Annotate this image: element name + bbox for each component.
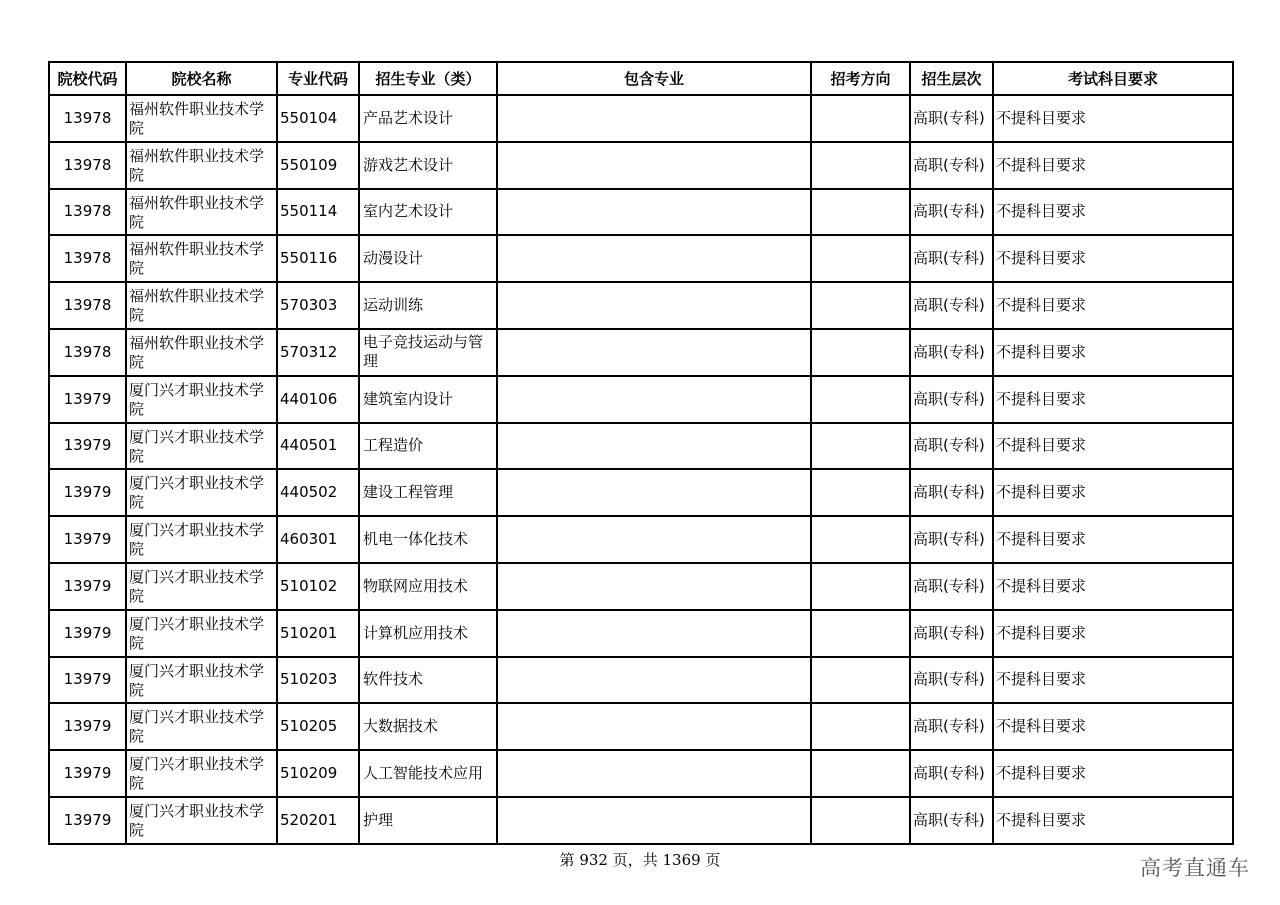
cell-included-majors xyxy=(497,516,811,563)
cell-included-majors xyxy=(497,329,811,376)
cell-direction xyxy=(811,235,910,282)
table-row xyxy=(49,563,1233,610)
cell-direction xyxy=(811,563,910,610)
cell-major-code: 460301 xyxy=(277,516,359,563)
cell-major: 室内艺术设计 xyxy=(359,189,497,236)
table-body xyxy=(49,95,1233,844)
cell-included-majors xyxy=(497,282,811,329)
cell-school-name: 福州软件职业技术学院 xyxy=(126,142,277,189)
cell-major: 物联网应用技术 xyxy=(359,563,497,610)
cell-school-code: 13979 xyxy=(49,703,126,750)
cell-included-majors xyxy=(497,469,811,516)
cell-major-code: 440106 xyxy=(277,376,359,423)
cell-requirement: 不提科目要求 xyxy=(993,703,1233,750)
cell-requirement: 不提科目要求 xyxy=(993,797,1233,844)
cell-requirement: 不提科目要求 xyxy=(993,189,1233,236)
cell-school-code: 13978 xyxy=(49,235,126,282)
cell-requirement: 不提科目要求 xyxy=(993,235,1233,282)
cell-school-code: 13979 xyxy=(49,750,126,797)
header-school-code: 院校代码 xyxy=(49,62,126,95)
cell-school-name: 厦门兴才职业技术学院 xyxy=(126,657,277,704)
cell-requirement: 不提科目要求 xyxy=(993,469,1233,516)
cell-included-majors xyxy=(497,142,811,189)
cell-included-majors xyxy=(497,797,811,844)
cell-level: 高职(专科) xyxy=(910,610,993,657)
cell-requirement: 不提科目要求 xyxy=(993,376,1233,423)
header-level: 招生层次 xyxy=(910,62,993,95)
table-row xyxy=(49,703,1233,750)
cell-major: 电子竞技运动与管理 xyxy=(359,329,497,376)
cell-major-code: 550116 xyxy=(277,235,359,282)
cell-included-majors xyxy=(497,563,811,610)
cell-school-code: 13978 xyxy=(49,189,126,236)
cell-level: 高职(专科) xyxy=(910,797,993,844)
cell-major: 工程造价 xyxy=(359,423,497,470)
cell-direction xyxy=(811,95,910,142)
cell-included-majors xyxy=(497,657,811,704)
cell-school-code: 13979 xyxy=(49,657,126,704)
header-requirement: 考试科目要求 xyxy=(993,62,1233,95)
cell-major: 大数据技术 xyxy=(359,703,497,750)
table-row xyxy=(49,423,1233,470)
cell-major-code: 440502 xyxy=(277,469,359,516)
cell-requirement: 不提科目要求 xyxy=(993,610,1233,657)
cell-requirement: 不提科目要求 xyxy=(993,142,1233,189)
cell-major-code: 510201 xyxy=(277,610,359,657)
cell-school-name: 福州软件职业技术学院 xyxy=(126,329,277,376)
cell-requirement: 不提科目要求 xyxy=(993,329,1233,376)
cell-school-name: 厦门兴才职业技术学院 xyxy=(126,469,277,516)
cell-level: 高职(专科) xyxy=(910,750,993,797)
cell-school-code: 13979 xyxy=(49,797,126,844)
cell-requirement: 不提科目要求 xyxy=(993,750,1233,797)
cell-school-name: 厦门兴才职业技术学院 xyxy=(126,797,277,844)
table-row xyxy=(49,657,1233,704)
cell-level: 高职(专科) xyxy=(910,235,993,282)
cell-included-majors xyxy=(497,376,811,423)
cell-major-code: 550114 xyxy=(277,189,359,236)
cell-major: 机电一体化技术 xyxy=(359,516,497,563)
cell-requirement: 不提科目要求 xyxy=(993,516,1233,563)
cell-major-code: 570312 xyxy=(277,329,359,376)
cell-included-majors xyxy=(497,95,811,142)
cell-school-code: 13979 xyxy=(49,423,126,470)
header-row xyxy=(49,62,1233,95)
cell-direction xyxy=(811,516,910,563)
cell-level: 高职(专科) xyxy=(910,376,993,423)
cell-school-name: 福州软件职业技术学院 xyxy=(126,235,277,282)
cell-major: 人工智能技术应用 xyxy=(359,750,497,797)
cell-major: 运动训练 xyxy=(359,282,497,329)
cell-included-majors xyxy=(497,610,811,657)
header-school-name: 院校名称 xyxy=(126,62,277,95)
admissions-table xyxy=(48,61,1234,845)
cell-major-code: 510102 xyxy=(277,563,359,610)
cell-requirement: 不提科目要求 xyxy=(993,95,1233,142)
cell-major: 护理 xyxy=(359,797,497,844)
cell-school-code: 13979 xyxy=(49,376,126,423)
table-row xyxy=(49,282,1233,329)
cell-school-code: 13978 xyxy=(49,142,126,189)
cell-school-code: 13978 xyxy=(49,329,126,376)
cell-major-code: 570303 xyxy=(277,282,359,329)
cell-major: 动漫设计 xyxy=(359,235,497,282)
cell-included-majors xyxy=(497,703,811,750)
cell-level: 高职(专科) xyxy=(910,703,993,750)
cell-direction xyxy=(811,376,910,423)
table-row xyxy=(49,329,1233,376)
cell-school-name: 厦门兴才职业技术学院 xyxy=(126,516,277,563)
cell-major-code: 510209 xyxy=(277,750,359,797)
cell-direction xyxy=(811,469,910,516)
header-included-majors: 包含专业 xyxy=(497,62,811,95)
cell-school-name: 厦门兴才职业技术学院 xyxy=(126,610,277,657)
cell-requirement: 不提科目要求 xyxy=(993,423,1233,470)
table-header xyxy=(49,62,1233,95)
cell-level: 高职(专科) xyxy=(910,657,993,704)
cell-direction xyxy=(811,423,910,470)
table-row xyxy=(49,610,1233,657)
cell-school-code: 13979 xyxy=(49,516,126,563)
cell-school-name: 福州软件职业技术学院 xyxy=(126,282,277,329)
header-major-code: 专业代码 xyxy=(277,62,359,95)
table-row xyxy=(49,235,1233,282)
cell-direction xyxy=(811,797,910,844)
cell-requirement: 不提科目要求 xyxy=(993,657,1233,704)
cell-requirement: 不提科目要求 xyxy=(993,282,1233,329)
cell-major-code: 440501 xyxy=(277,423,359,470)
cell-school-name: 福州软件职业技术学院 xyxy=(126,95,277,142)
cell-school-name: 厦门兴才职业技术学院 xyxy=(126,423,277,470)
cell-level: 高职(专科) xyxy=(910,282,993,329)
cell-requirement: 不提科目要求 xyxy=(993,563,1233,610)
table-row xyxy=(49,142,1233,189)
header-direction: 招考方向 xyxy=(811,62,910,95)
cell-level: 高职(专科) xyxy=(910,563,993,610)
cell-major-code: 510203 xyxy=(277,657,359,704)
cell-major: 计算机应用技术 xyxy=(359,610,497,657)
table-row xyxy=(49,95,1233,142)
cell-school-name: 厦门兴才职业技术学院 xyxy=(126,376,277,423)
cell-direction xyxy=(811,703,910,750)
cell-direction xyxy=(811,142,910,189)
cell-major: 软件技术 xyxy=(359,657,497,704)
cell-level: 高职(专科) xyxy=(910,142,993,189)
table-row xyxy=(49,376,1233,423)
cell-school-code: 13978 xyxy=(49,282,126,329)
cell-school-code: 13979 xyxy=(49,563,126,610)
cell-major: 建筑室内设计 xyxy=(359,376,497,423)
cell-direction xyxy=(811,282,910,329)
cell-level: 高职(专科) xyxy=(910,95,993,142)
cell-major: 产品艺术设计 xyxy=(359,95,497,142)
cell-level: 高职(专科) xyxy=(910,329,993,376)
cell-school-code: 13978 xyxy=(49,95,126,142)
cell-included-majors xyxy=(497,235,811,282)
watermark-logo: 高考直通车 xyxy=(1140,856,1250,880)
cell-level: 高职(专科) xyxy=(910,469,993,516)
page-footer: 第 932 页，共 1369 页 xyxy=(559,851,721,869)
cell-included-majors xyxy=(497,423,811,470)
cell-direction xyxy=(811,610,910,657)
cell-level: 高职(专科) xyxy=(910,516,993,563)
cell-school-name: 厦门兴才职业技术学院 xyxy=(126,703,277,750)
table-row xyxy=(49,189,1233,236)
table-row xyxy=(49,516,1233,563)
cell-school-name: 厦门兴才职业技术学院 xyxy=(126,563,277,610)
cell-direction xyxy=(811,750,910,797)
cell-major-code: 550104 xyxy=(277,95,359,142)
cell-school-name: 福州软件职业技术学院 xyxy=(126,189,277,236)
cell-school-code: 13979 xyxy=(49,610,126,657)
cell-major-code: 550109 xyxy=(277,142,359,189)
cell-level: 高职(专科) xyxy=(910,189,993,236)
table-row xyxy=(49,469,1233,516)
table-row xyxy=(49,797,1233,844)
cell-direction xyxy=(811,329,910,376)
cell-included-majors xyxy=(497,189,811,236)
cell-major: 游戏艺术设计 xyxy=(359,142,497,189)
cell-included-majors xyxy=(497,750,811,797)
table-row xyxy=(49,750,1233,797)
cell-major-code: 510205 xyxy=(277,703,359,750)
cell-level: 高职(专科) xyxy=(910,423,993,470)
cell-major: 建设工程管理 xyxy=(359,469,497,516)
cell-school-name: 厦门兴才职业技术学院 xyxy=(126,750,277,797)
cell-direction xyxy=(811,189,910,236)
cell-direction xyxy=(811,657,910,704)
cell-school-code: 13979 xyxy=(49,469,126,516)
cell-major-code: 520201 xyxy=(277,797,359,844)
header-major: 招生专业（类） xyxy=(359,62,497,95)
